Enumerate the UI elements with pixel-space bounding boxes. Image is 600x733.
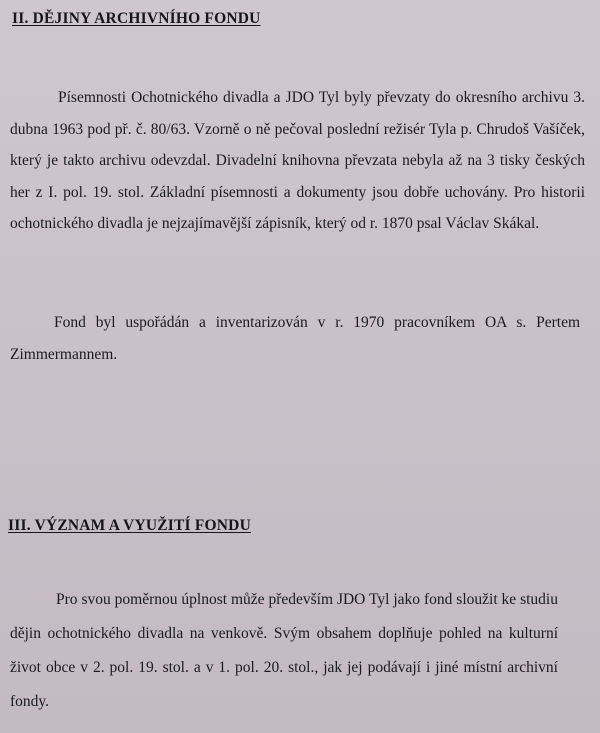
section-heading-history: II. DĚJINY ARCHIVNÍHO FONDU (12, 10, 261, 27)
paragraph-fond-arrangement: Fond byl uspořádán a inventarizován v r. 1970 pracovníkem OA s. Pertem Zimmermannem. (10, 314, 580, 363)
section-heading-significance: III. VÝZNAM A VYUŽITÍ FONDU (8, 517, 251, 534)
paragraph-fond-transfer: Písemnosti Ochotnického divadla a JDO Tyl byly převzaty do okresního archivu 3. dubna 1963 pod př. č. 80/63. Vzorně o ně pečoval poslední režisér Tyla p. Chrudoš Vašíček, který je takto archivu odevzdal. Divadelní knihovna převzata nebyla až na 3 tisky českých her z I. pol. 19. stol. Základní písemnosti a dokumenty jsou dobře uchovány. Pro historii ochotnického divadla je nejzajímavější zápisník, který od r. 1870 psal Václav Skákal. (10, 89, 585, 232)
paragraph-fond-usage: Pro svou poměrnou úplnost může především JDO Tyl jako fond sloužit ke studiu dějin ochotnického divadla na venkově. Svým obsahem doplňuje pohled na kulturní život obce v 2. pol. 19. stol. a v 1. pol. 20. stol., jak jej podávají i jiné místní archivní fondy. (10, 591, 558, 710)
